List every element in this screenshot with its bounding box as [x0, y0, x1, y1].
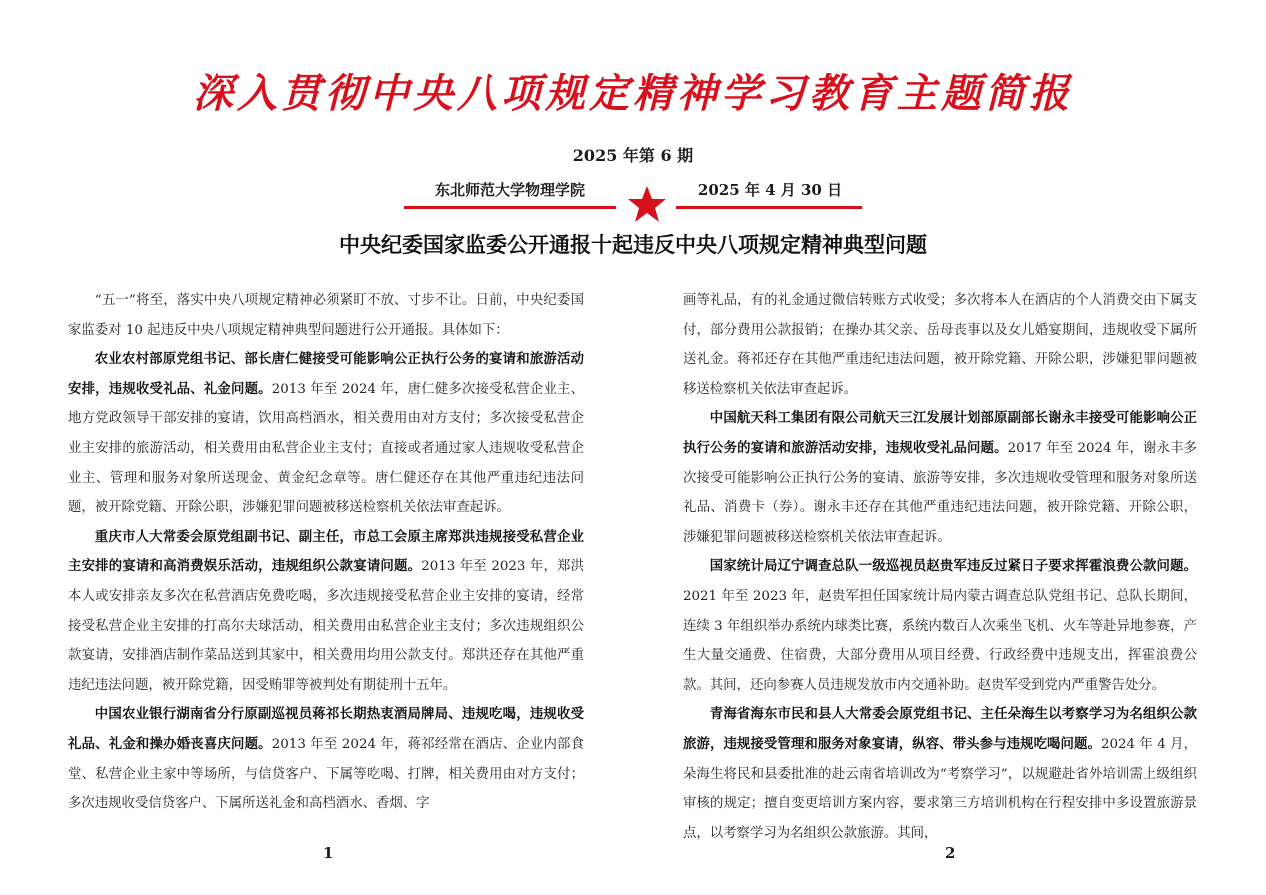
- case-body: 2013 年至 2024 年，唐仁健多次接受私营企业主、地方党政领导干部安排的宴请，饮用高档酒水，相关费用由对方支付；多次接受私营企业主安排的旅游活动，相关费用由私营企业主支付；直接或者通过家人违规收受私营企业主、管理和服务对象所送现金、黄金纪念章等。唐仁健还存在其他严重违纪违法问题，被开除党籍、开除公职，涉嫌犯罪问题被移送检察机关依法审查起诉。: [68, 381, 584, 516]
- case-title: 青海省海东市民和县人大常委会原党组书记、主任朵海生以考察学习为名组织公款旅游，违规接受管理和服务对象宴请，纵容、带头参与违规吃喝问题。: [683, 706, 1197, 752]
- case-paragraph: [68, 523, 584, 701]
- case-paragraph: [683, 552, 1197, 700]
- case-title: 中国农业银行湖南省分行原副巡视员蒋祁长期热衷酒局牌局、违规吃喝，违规收受礼品、礼金和操办婚丧喜庆问题。: [68, 706, 584, 752]
- organization-name: 东北师范大学物理学院: [434, 181, 585, 199]
- intro-paragraph: “五一”将至，落实中央八项规定精神必须紧盯不放、寸步不让。日前，中央纪委国家监委对 10 起违反中央八项规定精神典型问题进行公开通报。具体如下：: [68, 293, 584, 338]
- case-title: 国家统计局辽宁调查总队一级巡视员赵贵军违反过紧日子要求挥霍浪费公款问题。: [709, 558, 1197, 575]
- article-headline: 中央纪委国家监委公开通报十起违反中央八项规定精神典型问题: [339, 233, 927, 257]
- case-paragraph: [68, 345, 584, 523]
- red-rule-right: [676, 206, 862, 209]
- issue-number: 2025 年第 6 期: [572, 146, 694, 165]
- case-paragraph: [683, 700, 1197, 848]
- case-body: 2013 年至 2024 年，蒋祁经常在酒店、企业内部食堂、私营企业主家中等场所，与信贷客户、下属等吃喝、打牌，相关费用由对方支付；多次违规收受信贷客户、下属所送礼金和高档酒水、香烟、字: [68, 736, 584, 812]
- case-title: 中国航天科工集团有限公司航天三江发展计划部原副部长谢永丰接受可能影响公正执行公务的宴请和旅游活动安排，违规收受礼品问题。: [683, 410, 1197, 456]
- case-body: 2021 年至 2023 年，赵贵军担任国家统计局内蒙古调查总队党组书记、总队长期间，连续 3 年组织举办系统内球类比赛，系统内数百人次乘坐飞机、火车等赴异地参赛，产生大量交通费、住宿费，大部分费用从项目经费、行政经费中违规支出，挥霍浪费公款。其间，还向参赛人员违规发放市内交通补助。赵贵军受到党内严重警告处分。: [683, 588, 1197, 693]
- publish-date: 2025 年 4 月 30 日: [697, 181, 843, 199]
- page-one-column: [68, 286, 584, 819]
- case-continuation: 画等礼品，有的礼金通过微信转账方式收受；多次将本人在酒店的个人消费交由下属支付，部分费用公款报销；在操办其父亲、岳母丧事以及女儿婚宴期间，违规收受下属所送礼金。蒋祁还存在其他严重违纪违法问题，被开除党籍、开除公职，涉嫌犯罪问题被移送检察机关依法审查起诉。: [683, 293, 1197, 397]
- case-title: 重庆市人大常委会原党组副书记、副主任，市总工会原主席郑洪违规接受私营企业主安排的宴请和高消费娱乐活动，违规组织公款宴请问题。: [68, 528, 584, 575]
- red-rule-left: [404, 206, 616, 209]
- masthead-title: 深入贯彻中央八项规定精神学习教育主题简报: [193, 71, 1073, 117]
- case-paragraph: [68, 700, 584, 818]
- case-body: 2017 年至 2024 年，谢永丰多次接受可能影响公正执行公务的宴请、旅游等安排，多次违规收受管理和服务对象所送礼品、消费卡（券）。谢永丰还存在其他严重违纪违法问题，被开除党籍、开除公职，涉嫌犯罪问题被移送检察机关依法审查起诉。: [683, 440, 1197, 545]
- case-body: 2013 年至 2023 年，郑洪本人或安排亲友多次在私营酒店免费吃喝，多次违规接受私营企业主安排的宴请，经常接受私营企业主安排的打高尔夫球活动，相关费用由私营企业主支付；多次违规组织公款宴请，安排酒店制作菜品送到其家中，相关费用均用公款支付。郑洪还存在其他严重违纪违法问题，被开除党籍，因受贿罪等被判处有期徒刑十五年。: [68, 559, 585, 693]
- page-number-left: 1: [323, 844, 334, 862]
- case-body: 2024 年 4 月，朵海生将民和县委批准的赴云南省培训改为“考察学习”，以规避赴省外培训需上级组织审核的规定；擅自变更培训方案内容，要求第三方培训机构在行程安排中多设置旅游景点，以考察学习为名组织公款旅游。其间，: [683, 736, 1198, 841]
- case-title: 农业农村部原党组书记、部长唐仁健接受可能影响公正执行公务的宴请和旅游活动安排，违规收受礼品、礼金问题。: [68, 351, 584, 397]
- page-two-column: [683, 286, 1197, 848]
- case-paragraph: [683, 404, 1197, 552]
- page-number-right: 2: [945, 844, 956, 862]
- red-star-icon: [625, 182, 669, 226]
